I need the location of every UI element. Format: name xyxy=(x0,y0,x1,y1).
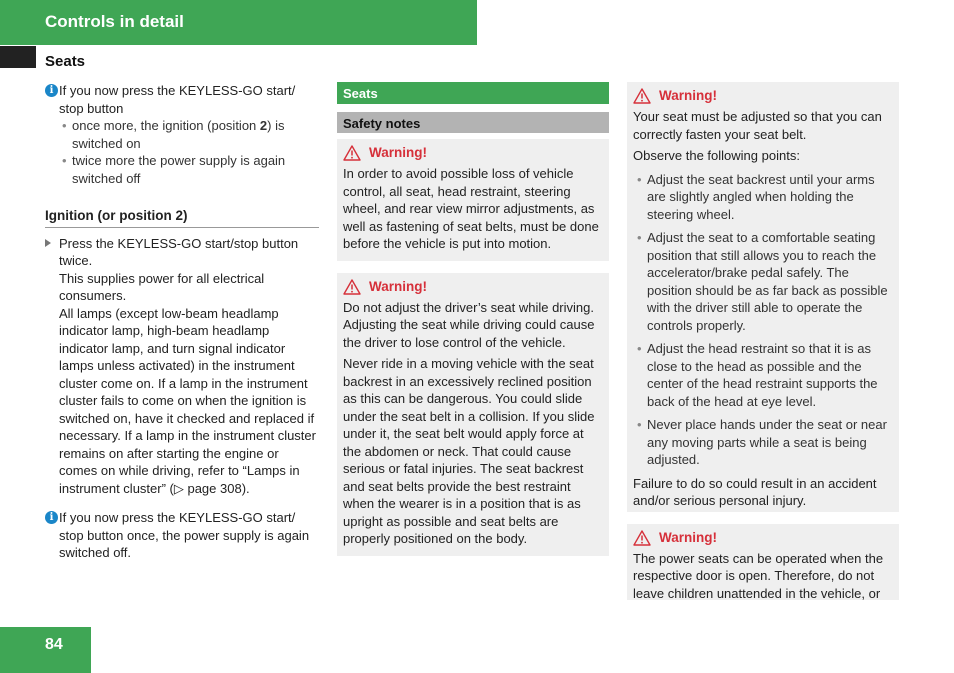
warning-text: Never ride in a moving vehicle with the seat backrest in an excessively reclined position as this can be dangerous. You could slide under the seat belt in a collision. If you slide under it, the seat belt would apply force at the abdomen or neck. That could cause serious or fatal injuries. The seat backrest and seat belts provide the best restraint when the wearer is in a position that is as upright as possible and seat belts are properly positioned on the body. xyxy=(343,356,595,546)
warning-label: Warning! xyxy=(369,145,427,161)
bullet-text-suffix: ) is switched on xyxy=(72,118,285,151)
info-note xyxy=(45,82,319,117)
column-middle xyxy=(337,82,609,556)
list-item: • Never place hands under the seat or near any moving parts while a seat is being adjusted. xyxy=(633,416,893,469)
warning-text: Your seat must be adjusted so that you can correctly fasten your seat belt. xyxy=(633,109,882,142)
warning-triangle-icon xyxy=(343,279,361,295)
list-item xyxy=(45,117,319,152)
warning-triangle-icon xyxy=(633,88,651,104)
info-note xyxy=(45,509,319,562)
chapter-title: Controls in detail xyxy=(45,12,184,31)
list-item: • Adjust the head restraint so that it is as close to the head as possible and the center of the head restraint supports the back of the head at eye level. xyxy=(633,340,893,410)
column-right xyxy=(627,82,899,600)
warning-heading xyxy=(343,143,603,163)
warning-text: Observe the following points: xyxy=(633,148,800,163)
warning-label: Warning! xyxy=(369,278,427,294)
list-item: • Adjust the seat backrest until your arms are slightly angled when holding the steering wheel. xyxy=(633,171,893,224)
position-number: 2 xyxy=(259,118,268,133)
info-note-text: If you now press the KEYLESS-GO start/ stop button xyxy=(59,83,296,116)
warning-box xyxy=(337,273,609,556)
warning-text: In order to avoid possible loss of vehicle control, all seat, head restraint, steering wheel, and rear view mirror adjustments, as well as fastening of seat belts, must be done before the vehicle is put into motion. xyxy=(343,166,599,251)
section-title: Seats xyxy=(45,53,86,70)
warning-heading xyxy=(633,528,893,548)
step-result-text: This supplies power for all electrical consumers. xyxy=(59,270,265,303)
side-tab-marker xyxy=(0,46,36,68)
warning-box xyxy=(337,139,609,261)
step-text: Press the KEYLESS-GO start/stop button twice. xyxy=(59,235,299,268)
warning-text: The power seats can be operated when the respective door is open. Therefore, do not leave children unattended in the vehicle, or xyxy=(633,550,884,600)
warning-label: Warning! xyxy=(659,88,717,104)
warning-triangle-icon xyxy=(343,145,361,161)
info-icon: i xyxy=(45,511,58,524)
step-arrow-icon xyxy=(45,239,51,247)
page-number: 84 xyxy=(45,636,63,653)
warning-label: Warning! xyxy=(659,529,717,545)
section-band-seats: Seats xyxy=(337,82,609,104)
lamps-paragraph: All lamps (except low-beam headlamp indicator lamp, high-beam headlamp indicator lamp, and turn signal indicator lamps unless activated) in the instrument cluster come on. If a lamp in the instrument cluster fails to come on when the ignition is switched on, have it checked and replaced if necessary. If a lamp in the instrument cluster remains on after starting the engine or comes on while driving, refer to “Lamps in instrument cluster” (▷ page 308). xyxy=(59,305,316,496)
instruction-step xyxy=(45,235,319,305)
info-icon: i xyxy=(45,84,58,97)
warning-box xyxy=(627,82,899,512)
warning-text: Failure to do so could result in an accident and/or serious personal injury. xyxy=(633,475,877,508)
info-note-text: If you now press the KEYLESS-GO start/ stop button once, the power supply is again switched off. xyxy=(59,510,310,560)
subsection-band-safety-notes: Safety notes xyxy=(337,112,609,133)
subheading-ignition: Ignition (or position 2) xyxy=(45,207,319,228)
bullet-text-prefix: once more, the ignition (position xyxy=(72,118,260,133)
warning-triangle-icon xyxy=(633,530,651,546)
list-item: • twice more the power supply is again switched off xyxy=(45,152,319,187)
warning-heading xyxy=(343,277,603,297)
warning-heading xyxy=(633,86,893,106)
warning-text: Do not adjust the driver’s seat while driving. Adjusting the seat while driving could cause the driver to lose control of the vehicle. xyxy=(343,299,595,350)
column-left xyxy=(45,82,319,562)
warning-box xyxy=(627,524,899,600)
list-item: • Adjust the seat to a comfortable seating position that still allows you to reach the accelerator/brake pedal safely. The position should be as far back as possible with the driver still able to operate the controls properly. xyxy=(633,229,893,334)
